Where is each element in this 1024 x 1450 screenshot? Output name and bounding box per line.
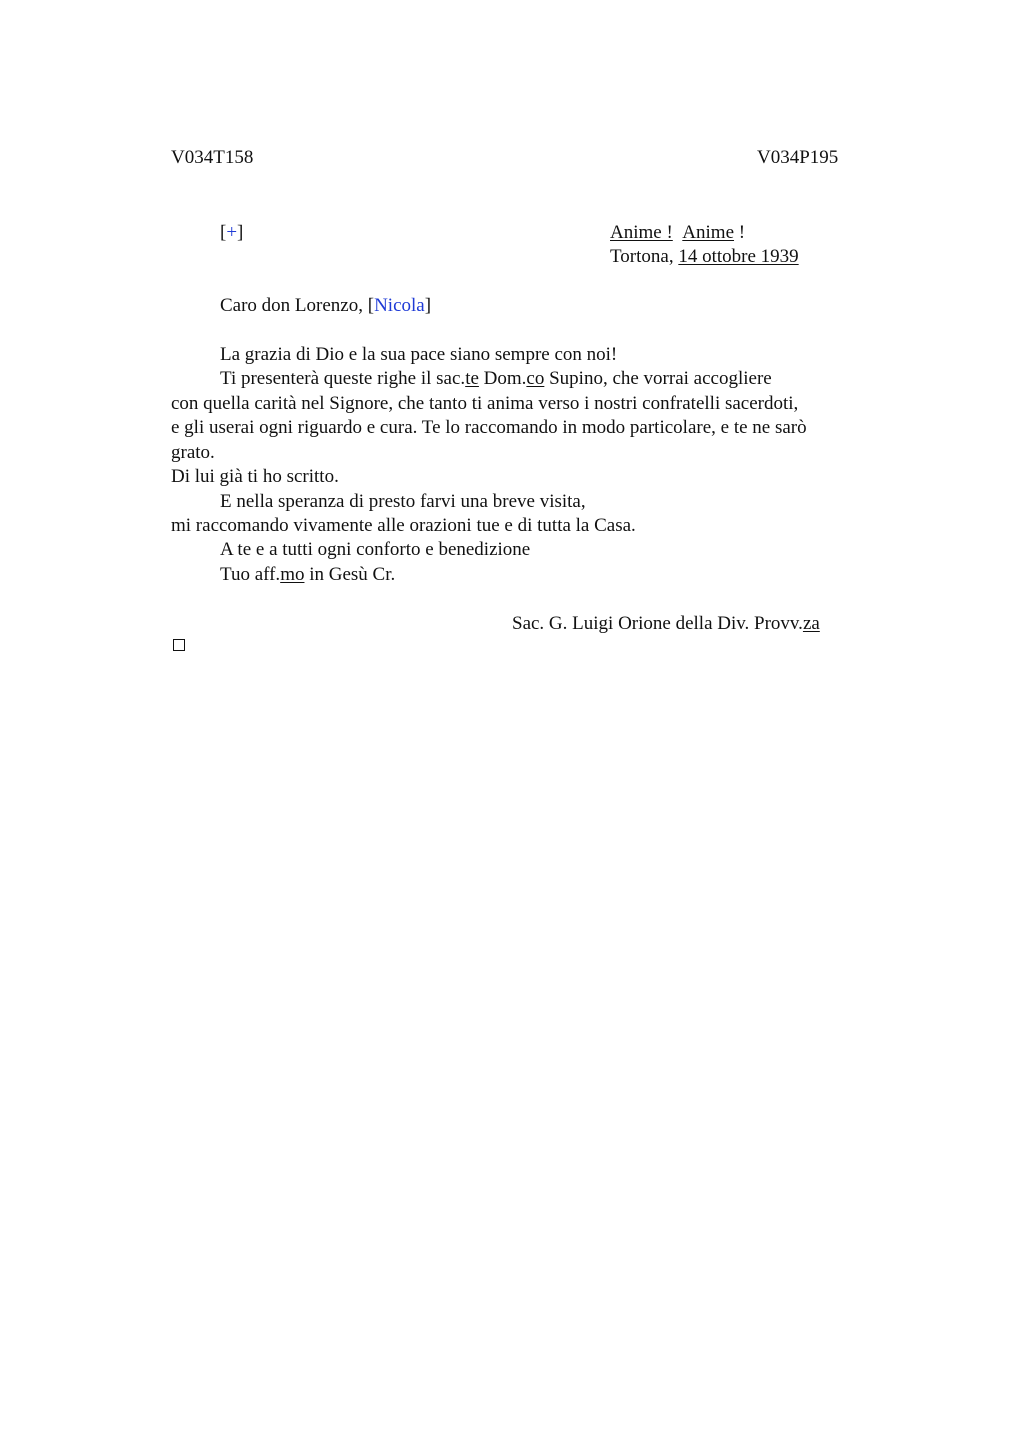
text-fragment: Tuo aff. xyxy=(220,564,281,585)
text-fragment: in Gesù Cr. xyxy=(304,564,396,585)
body-line-4: e gli userai ogni riguardo e cura. Te lo raccomando in modo particolare, e te ne sarò xyxy=(171,417,807,438)
bracket-close: ] xyxy=(424,295,432,316)
body-line-5: grato. xyxy=(171,442,215,463)
body-line-7: E nella speranza di presto farvi una breve visita, xyxy=(220,491,586,512)
salutation-text: Caro don Lorenzo, xyxy=(220,295,368,316)
motto-part-1: Anime ! xyxy=(610,222,673,243)
body-line-3: con quella carità nel Signore, che tanto ti anima verso i nostri confratelli sacerdoti, xyxy=(171,393,799,414)
body-line-9: A te e a tutti ogni conforto e benedizione xyxy=(220,539,531,560)
place-date-line xyxy=(610,245,799,269)
text-fragment: Supino, che vorrai accogliere xyxy=(544,368,772,389)
motto-part-2: Anime xyxy=(682,222,735,243)
end-square-icon xyxy=(173,639,185,651)
bracket-open: [ xyxy=(220,222,227,243)
document-code-left: V034T158 xyxy=(171,147,254,168)
salutation xyxy=(220,294,431,318)
body-line-2 xyxy=(220,367,772,391)
signature xyxy=(512,612,820,636)
abbreviation-suffix: co xyxy=(526,368,545,389)
text-fragment: Dom. xyxy=(478,368,527,389)
motto-line xyxy=(610,221,745,245)
signature-suffix: za xyxy=(802,613,820,634)
body-line-6: Di lui già ti ho scritto. xyxy=(171,466,339,487)
bracket-close: ] xyxy=(237,222,244,243)
motto-exclamation: ! xyxy=(734,222,746,243)
letter-date: 14 ottobre 1939 xyxy=(678,246,799,267)
abbreviation-suffix: te xyxy=(465,368,479,389)
body-line-8: mi raccomando vivamente alle orazioni tue e di tutta la Casa. xyxy=(171,515,636,536)
abbreviation-suffix: mo xyxy=(280,564,305,585)
body-line-1: La grazia di Dio e la sua pace siano sempre con noi! xyxy=(220,344,618,365)
place: Tortona, xyxy=(610,246,679,267)
cross-mark: + xyxy=(226,222,238,243)
closing-line xyxy=(220,563,395,587)
name-note: Nicola xyxy=(374,295,425,316)
document-code-right: V034P195 xyxy=(757,147,839,168)
signature-text: Sac. G. Luigi Orione della Div. Provv. xyxy=(512,613,803,634)
text-fragment: Ti presenterà queste righe il sac. xyxy=(220,368,466,389)
bracket-open: [ xyxy=(367,295,375,316)
cross-heading xyxy=(220,221,243,245)
